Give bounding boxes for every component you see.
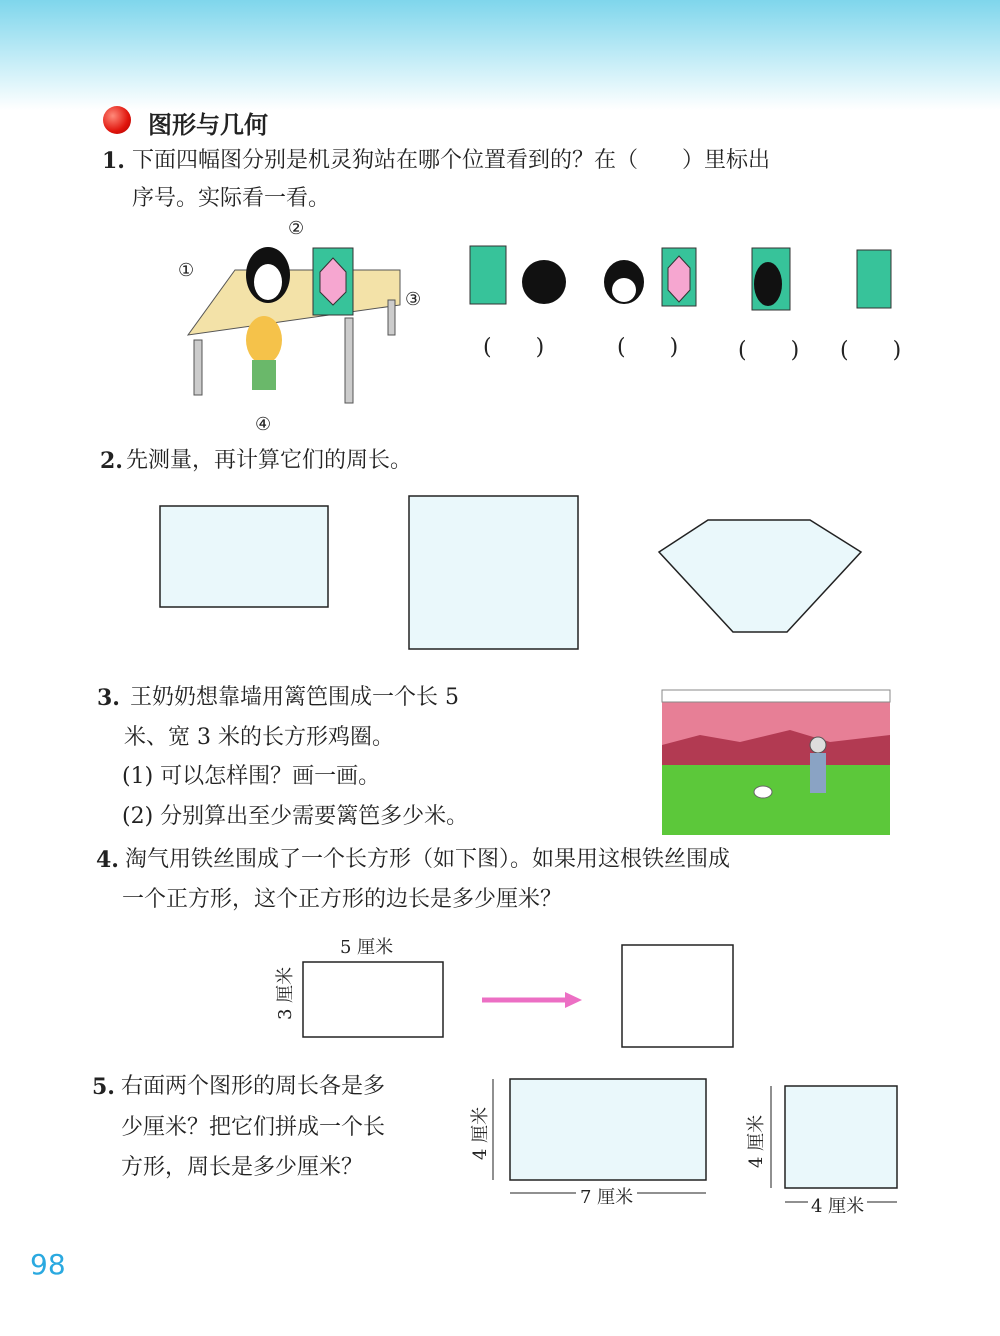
q5-text2: 少厘米？把它们拼成一个长 (121, 1115, 386, 1140)
q1-text: 下面四幅图分别是机灵狗站在哪个位置看到的？在（ ）里标出 (132, 148, 771, 173)
q3-text2: 米、宽 3 米的长方形鸡圈。 (124, 725, 394, 750)
answer-blank-2[interactable]: ( ) (617, 335, 679, 360)
q5-rect-width: 7 厘米 (576, 1183, 637, 1209)
q5-square-width: 4 厘米 (808, 1192, 867, 1218)
position-3: ③ (405, 289, 422, 310)
q5-square (785, 1086, 897, 1188)
section-title: 图形与几何 (148, 111, 268, 139)
q5-text3: 方形，周长是多少厘米？ (121, 1155, 364, 1180)
answer-blank-3[interactable]: ( ) (738, 338, 800, 363)
view-1-penguin (522, 260, 566, 304)
q1-number: 1. (102, 148, 125, 174)
q3-number: 3. (97, 685, 120, 711)
q4-text2: 一个正方形，这个正方形的边长是多少厘米？ (122, 887, 563, 912)
q3-sub2: (2) 分别算出至少需要篱笆多少米。 (122, 804, 469, 829)
q2-rectangle (160, 506, 328, 607)
q2-square (409, 496, 578, 649)
q4-width-label: 5 厘米 (340, 937, 394, 958)
q5-rect-height: 4 厘米 (466, 1107, 492, 1160)
view-1-box (470, 246, 506, 304)
q3-sub1: (1) 可以怎样围？画一画。 (122, 764, 381, 789)
q2-text: 先测量，再计算它们的周长。 (126, 448, 413, 473)
q5-text1: 右面两个图形的周长各是多 (121, 1074, 386, 1099)
position-4: ④ (255, 414, 272, 435)
q4-rectangle (303, 962, 443, 1037)
q4-text1: 淘气用铁丝围成了一个长方形（如下图）。如果用这根铁丝围成 (125, 847, 731, 872)
q4-number: 4. (96, 847, 119, 873)
table-scene (188, 247, 400, 403)
q2-hexagon (659, 520, 861, 632)
q5-square-height: 4 厘米 (742, 1115, 768, 1168)
q3-text1: 王奶奶想靠墙用篱笆围成一个长 5 (130, 685, 459, 710)
q4-square (622, 945, 733, 1047)
position-1: ① (178, 260, 195, 281)
answer-blank-4[interactable]: ( ) (840, 338, 902, 363)
q1-text2: 序号。实际看一看。 (132, 186, 331, 211)
q5-rectangle (510, 1079, 706, 1180)
q5-number: 5. (92, 1074, 115, 1100)
q4-height-label: 3 厘米 (275, 966, 296, 1020)
position-2: ② (288, 218, 305, 239)
q3-picture (662, 690, 890, 835)
page-number: 98 (30, 1248, 66, 1281)
answer-blank-1[interactable]: ( ) (483, 335, 545, 360)
q2-number: 2. (100, 448, 123, 474)
